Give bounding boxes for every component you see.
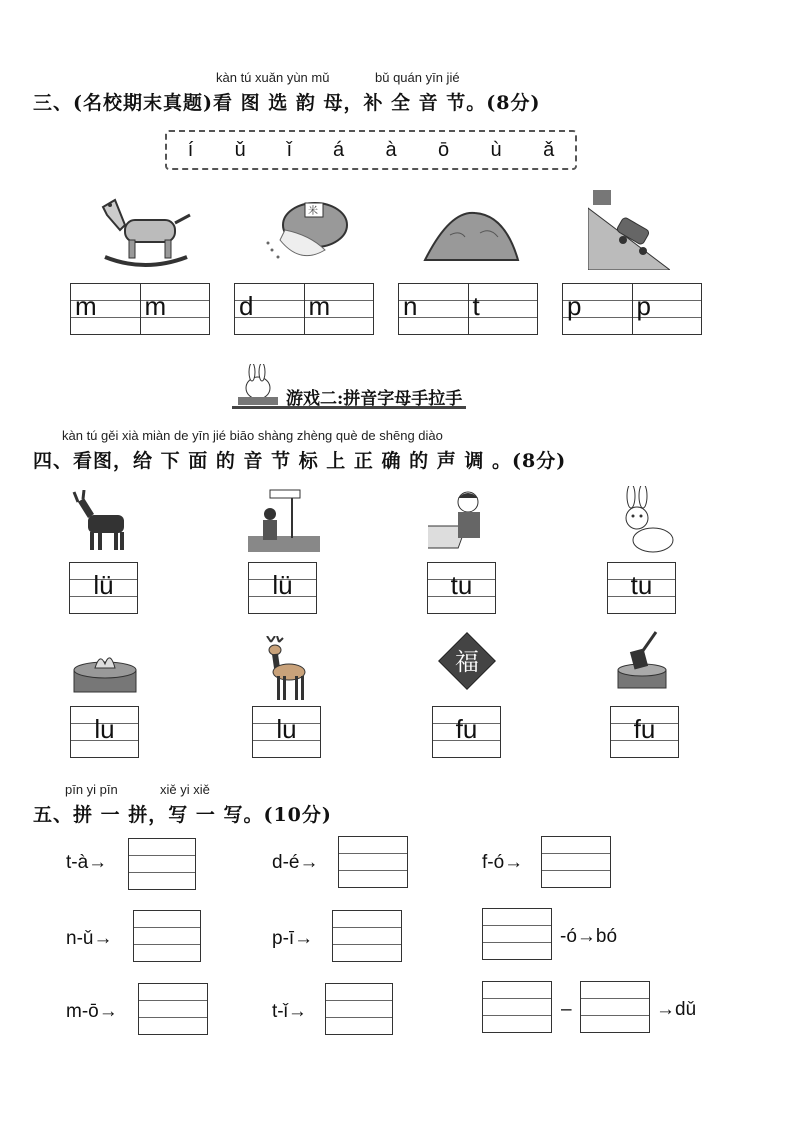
s3-pinyin-1: kàn tú xuǎn yùn mǔ: [216, 70, 330, 85]
traveler-image: [248, 488, 320, 554]
spell-expression: d-é→: [272, 852, 319, 873]
syllable-text: tu: [450, 570, 473, 601]
axe-stump-image: [606, 630, 678, 692]
write-box[interactable]: [133, 910, 201, 962]
answer-box-pair[interactable]: [562, 283, 702, 335]
tone-answer-box[interactable]: [432, 706, 501, 758]
write-box[interactable]: [338, 836, 408, 888]
write-box[interactable]: [482, 908, 552, 960]
initial-letter: p: [636, 291, 651, 322]
finals-option-bar: [165, 130, 577, 170]
initial-letter: p: [567, 291, 582, 322]
s4-title: 四、看图，给 下 面 的 音 节 标 上 正 确 的 声 调 。(8分): [33, 450, 567, 472]
spell-expression: t-ǐ→: [272, 1001, 307, 1022]
svg-text:米: 米: [308, 206, 318, 217]
game-banner: 游戏二:拼音字母手拉手: [232, 384, 466, 415]
tone-answer-box[interactable]: [69, 562, 138, 614]
rocking-horse-image: [95, 185, 195, 270]
syllable-text: lü: [93, 570, 114, 601]
spell-expression: f-ó→: [482, 852, 524, 873]
spell-suffix: -ó→bó: [560, 926, 618, 947]
syllable-text: fu: [633, 714, 656, 745]
tone-answer-box[interactable]: [252, 706, 321, 758]
stove-image: [70, 650, 140, 696]
write-box[interactable]: [580, 981, 650, 1033]
final-option: á: [333, 138, 345, 161]
spell-expression: n-ǔ→: [66, 928, 113, 949]
write-box[interactable]: [138, 983, 208, 1035]
final-option: ù: [490, 138, 502, 161]
tone-answer-box[interactable]: [610, 706, 679, 758]
s5-pinyin-2: xiě yi xiě: [160, 782, 210, 797]
initial-letter: m: [75, 291, 97, 322]
answer-box-pair[interactable]: [234, 283, 374, 335]
s5-title: 五、拼 一 拼，写 一 写。(10分): [33, 804, 332, 826]
final-option: ǔ: [234, 138, 246, 161]
syllable-text: lu: [94, 714, 115, 745]
final-option: í: [187, 138, 194, 161]
initial-letter: m: [144, 291, 167, 322]
car-on-slope-image: [588, 188, 670, 270]
deer-image: [257, 636, 309, 702]
write-box[interactable]: [128, 838, 196, 890]
initial-letter: t: [472, 291, 480, 322]
boy-drawing-image: [428, 488, 494, 554]
spell-expression: p-ī→: [272, 928, 314, 949]
donkey-image: [70, 490, 130, 552]
syllable-text: lü: [272, 570, 293, 601]
tone-answer-box[interactable]: [427, 562, 496, 614]
rice-cap-image: [260, 195, 350, 270]
syllable-text: tu: [630, 570, 653, 601]
final-option: ǎ: [543, 138, 555, 161]
spell-expression: t-à→: [66, 852, 108, 873]
answer-box-pair[interactable]: [70, 283, 210, 335]
tone-answer-box[interactable]: [248, 562, 317, 614]
final-option: ǐ: [287, 138, 292, 161]
fu-character: 福: [455, 648, 479, 676]
s3-pinyin-2: bǔ quán yīn jié: [375, 70, 460, 85]
initial-letter: n: [403, 291, 418, 322]
write-box[interactable]: [332, 910, 402, 962]
answer-box-pair[interactable]: [398, 283, 538, 335]
write-box[interactable]: [325, 983, 393, 1035]
soil-pile-image: [420, 205, 520, 265]
s5-pinyin-1: pīn yi pīn: [65, 782, 118, 797]
final-option: ō: [438, 138, 450, 161]
initial-letter: d: [239, 291, 254, 322]
rabbit-image: [613, 486, 679, 554]
dash-separator: –: [561, 999, 572, 1020]
s3-title: 三、(名校期末真题)看 图 选 韵 母，补 全 音 节。(8分): [33, 92, 541, 114]
final-option: à: [385, 138, 397, 161]
spell-expression: m-ō→: [66, 1001, 118, 1022]
s4-pinyin: kàn tú gěi xià miàn de yīn jié biāo shàng zhèng què de shēng diào: [62, 428, 443, 443]
tone-answer-box[interactable]: [607, 562, 676, 614]
spell-suffix: →dǔ: [656, 999, 697, 1020]
tone-answer-box[interactable]: [70, 706, 139, 758]
syllable-text: fu: [455, 714, 478, 745]
fu-character-image: [436, 630, 498, 692]
syllable-text: lu: [276, 714, 297, 745]
initial-letter: m: [308, 291, 331, 322]
write-box[interactable]: [541, 836, 611, 888]
write-box[interactable]: [482, 981, 552, 1033]
